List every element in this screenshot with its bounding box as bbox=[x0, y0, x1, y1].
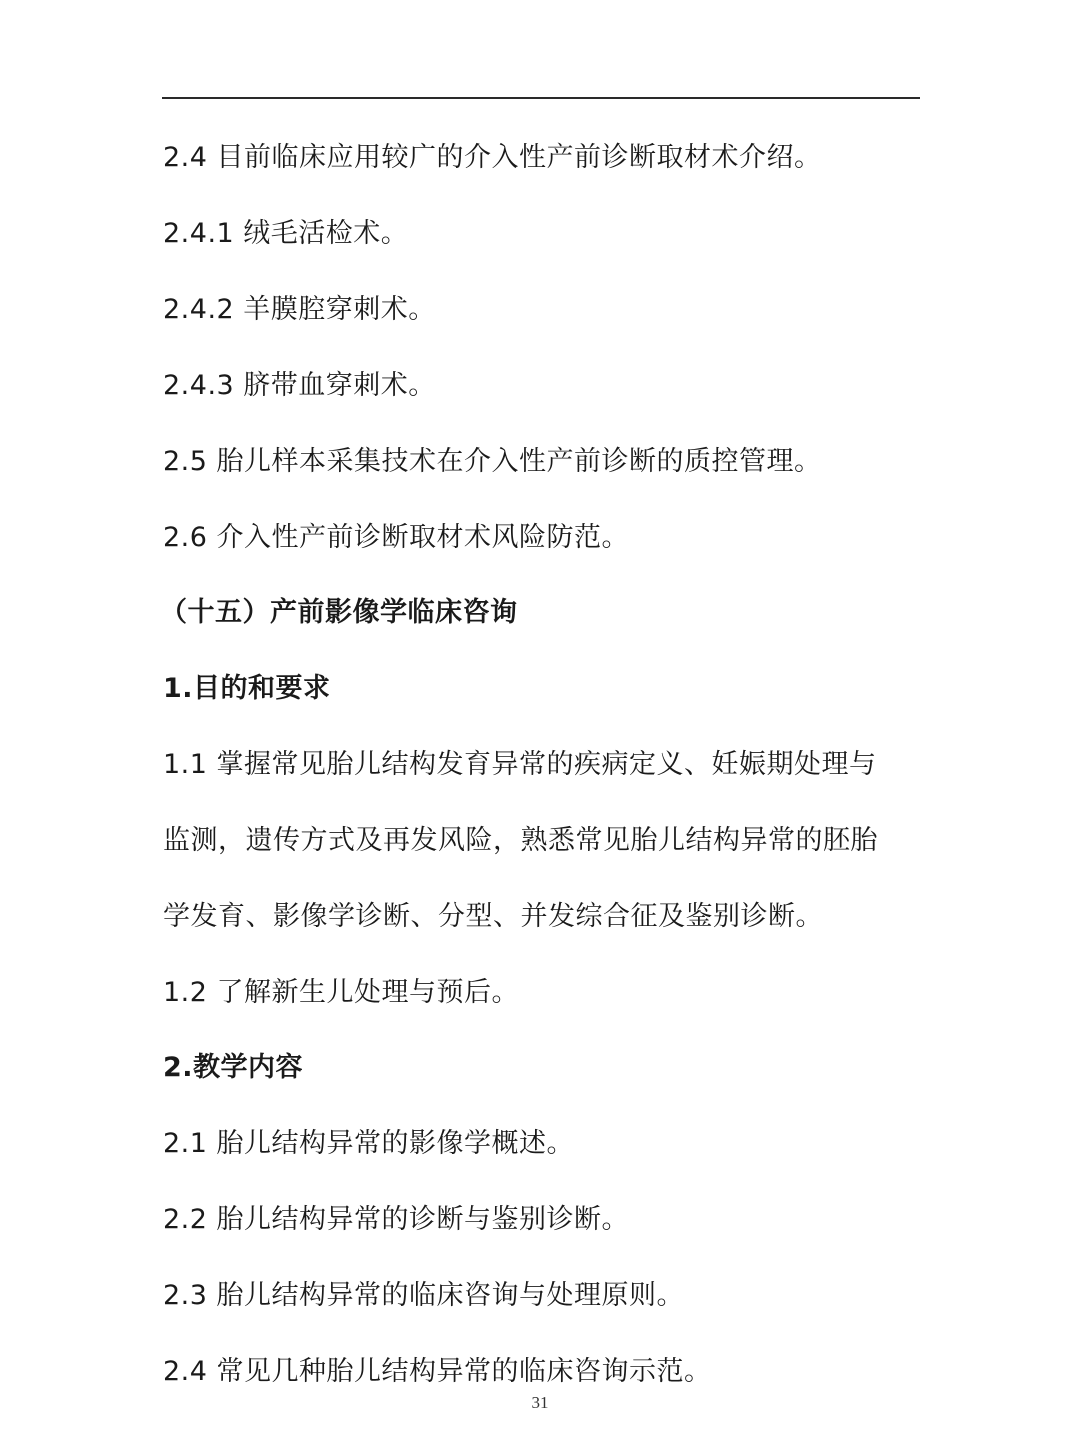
item-2-3: 2.3 胎儿结构异常的临床咨询与处理原则。 bbox=[163, 1280, 685, 1311]
subheading-teaching-content: 2.教学内容 bbox=[163, 1052, 304, 1083]
item-2-4-demo: 2.4 常见几种胎儿结构异常的临床咨询示范。 bbox=[163, 1356, 712, 1387]
item-2-4-3: 2.4.3 脐带血穿刺术。 bbox=[163, 370, 436, 401]
item-2-4-1: 2.4.1 绒毛活检术。 bbox=[163, 218, 409, 249]
item-1-1-line-3: 学发育、影像学诊断、分型、并发综合征及鉴别诊断。 bbox=[163, 901, 823, 932]
section-heading-15: （十五）产前影像学临床咨询 bbox=[160, 597, 518, 628]
item-2-2: 2.2 胎儿结构异常的诊断与鉴别诊断。 bbox=[163, 1204, 630, 1235]
item-2-4: 2.4 目前临床应用较广的介入性产前诊断取材术介绍。 bbox=[163, 142, 822, 173]
item-1-2: 1.2 了解新生儿处理与预后。 bbox=[163, 977, 520, 1008]
item-1-1-line-1: 1.1 掌握常见胎儿结构发育异常的疾病定义、妊娠期处理与 bbox=[163, 749, 877, 780]
item-2-6: 2.6 介入性产前诊断取材术风险防范。 bbox=[163, 522, 630, 553]
item-2-4-2: 2.4.2 羊膜腔穿刺术。 bbox=[163, 294, 436, 325]
subheading-goals: 1.目的和要求 bbox=[163, 673, 331, 704]
page-number: 31 bbox=[531, 1393, 549, 1412]
item-2-1: 2.1 胎儿结构异常的影像学概述。 bbox=[163, 1128, 575, 1159]
item-2-5: 2.5 胎儿样本采集技术在介入性产前诊断的质控管理。 bbox=[163, 446, 822, 477]
item-1-1-line-2: 监测，遗传方式及再发风险，熟悉常见胎儿结构异常的胚胎 bbox=[163, 825, 878, 856]
header-rule bbox=[162, 97, 920, 99]
